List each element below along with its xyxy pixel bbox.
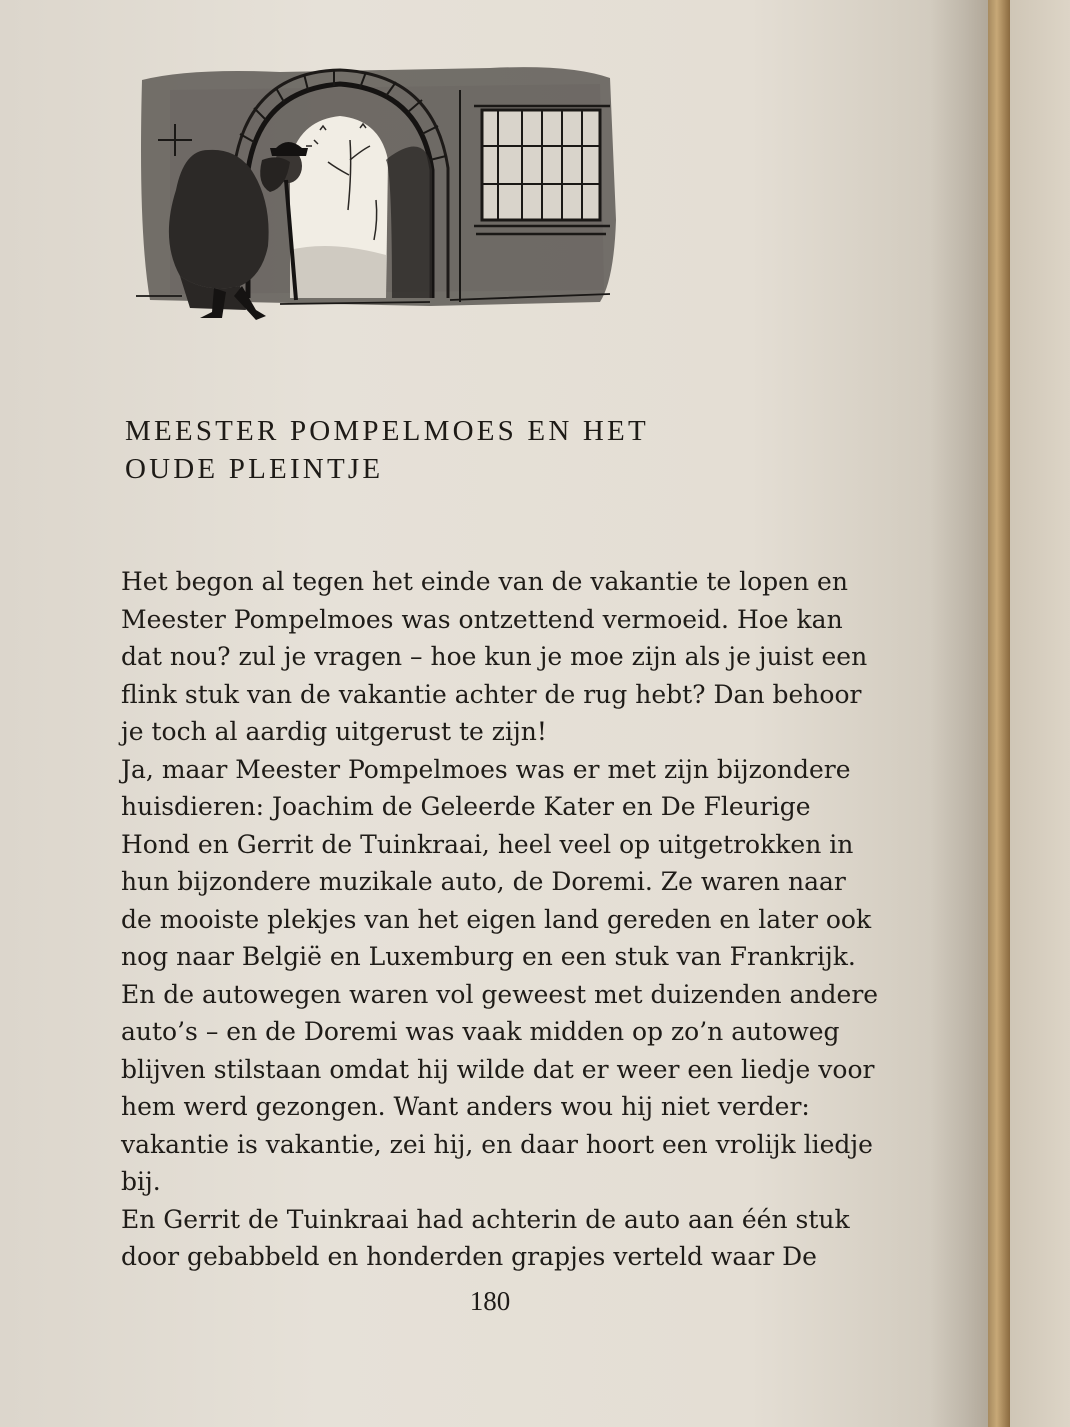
facing-page (1010, 0, 1070, 1427)
paragraph-1: Het begon al tegen het einde van de vakantie te lopen en Meester Pompelmoes was ontzettend vermoeid. Hoe kan dat nou? zul je vragen – hoe kun je moe zijn als je juist een flink stuk van de vakantie achter de rug hebt? Dan behoor je toch al aardig uitgerust te zijn! (121, 567, 868, 746)
page-edge (988, 0, 1010, 1427)
page-number: 180 (469, 1286, 511, 1316)
book-gutter (930, 0, 1070, 1427)
paragraph-2: Ja, maar Meester Pompelmoes was er met zijn bijzondere huisdieren: Joachim de Geleerde Kater en De Fleurige Hond en Gerrit de Tuinkraai, heel veel op uitgetrokken in hun bijzondere muzikale auto, de Doremi. Ze waren naar de mooiste plekjes van het eigen land gereden en later ook nog naar België en Luxemburg en een stuk van Frankrijk. En de autowegen waren vol geweest met duizenden andere auto’s – en de Doremi was vaak midden op zo’n autoweg blijven stilstaan omdat hij wilde dat er weer een liedje voor hem werd gezongen. Want anders wou hij niet verder: vakantie is vakantie, zei hij, en daar hoort een vrolijk liedje bij. (121, 754, 879, 1196)
gutter-shadow (930, 0, 990, 1427)
chapter-title-line-1: MEESTER POMPELMOES EN HET (125, 415, 649, 447)
paragraph-3: En Gerrit de Tuinkraai had achterin de auto aan één stuk door gebabbeld en honderden grapjes verteld waar De (121, 1204, 850, 1271)
chapter-illustration (130, 50, 630, 325)
chapter-title-line-2: OUDE PLEINTJE (125, 453, 384, 485)
chapter-title (125, 412, 845, 488)
body-text (121, 563, 883, 1276)
